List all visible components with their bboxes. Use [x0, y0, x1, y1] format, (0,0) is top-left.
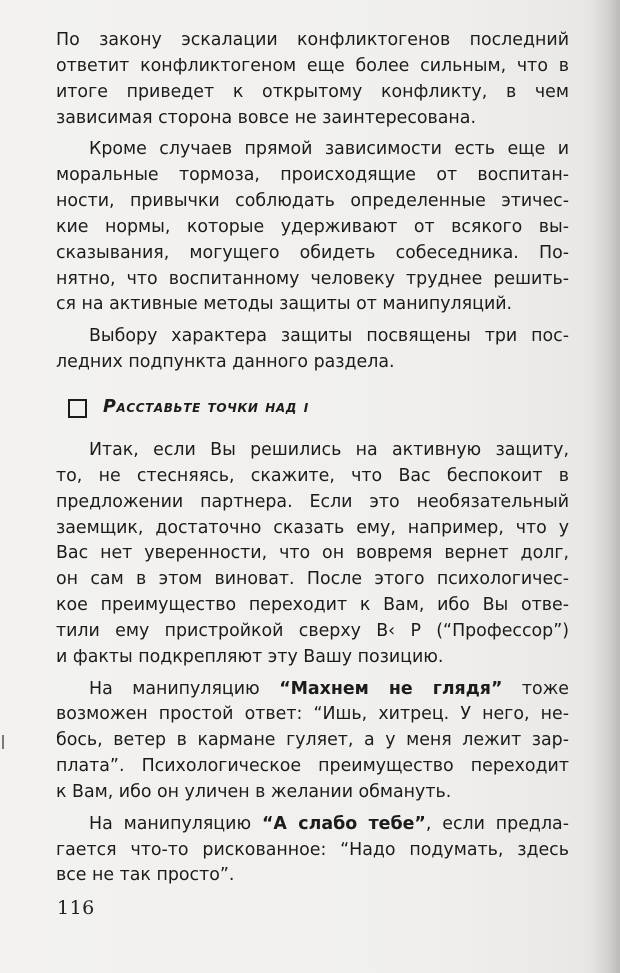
text-line: зависимая сторона вовсе не заинтересована. — [56, 107, 476, 128]
text-line: моральные тормоза, происходящие от воспитан- — [56, 165, 569, 186]
text-line: ледних подпункта данного раздела. — [56, 352, 395, 373]
text-line: итоге приведет к открытому конфликту, в чем — [56, 81, 569, 102]
text-line: гается что-то рискованное: “Надо подумать, здесь — [56, 839, 569, 860]
text-line: ответит конфликтогеном еще более сильным, что в — [56, 55, 569, 76]
text-line: ности, привычки соблюдать определенные этичес- — [56, 191, 569, 212]
page-number: 116 — [57, 897, 95, 919]
text-line: Выбору характера защиты посвящены три пос- — [89, 326, 569, 347]
text-line: плата”. Психологическое преимущество переходит — [56, 756, 569, 777]
text-line: ся на активные методы защиты от манипуляций. — [56, 294, 513, 315]
text-line: кое преимущество переходит к Вам, ибо Вы отве- — [56, 595, 569, 616]
text-line: заемщик, достаточно сказать ему, например, что у — [56, 517, 569, 538]
text-line: то, не стесняясь, скажите, что Вас беспокоит в — [56, 465, 569, 486]
text-line — [56, 812, 569, 838]
paragraph-4 — [56, 438, 569, 671]
paragraph-2 — [56, 137, 569, 318]
text-line: кие нормы, которые удерживают от всякого вы- — [56, 216, 569, 237]
text-line: По закону эскалации конфликтогенов последний — [56, 30, 569, 50]
manipulation-term: “Махнем не глядя” — [279, 678, 503, 699]
margin-mark — [2, 735, 4, 749]
text-line: сказывания, могущего обидеть собеседника. По- — [56, 242, 569, 263]
text-line: Вас нет уверенности, что он вовремя вернет долг, — [56, 543, 569, 564]
text-line: он сам в этом виноват. После этого психологичес- — [56, 569, 569, 590]
text-line: все не так просто”. — [56, 865, 235, 886]
section-heading-text: Расставьте точки над i — [103, 397, 309, 418]
paragraph-3 — [56, 324, 569, 376]
section-heading — [34, 388, 569, 428]
text-line: бось, ветер в кармане гуляет, а у меня лежит зар- — [56, 730, 569, 751]
text-line: и факты подкрепляют эту Вашу позицию. — [56, 646, 444, 667]
checkbox-icon — [68, 399, 87, 418]
page-text — [56, 28, 569, 889]
text-run: тоже — [502, 678, 569, 699]
text-line: к Вам, ибо он уличен в желании обмануть. — [56, 781, 452, 802]
paragraph-6 — [56, 812, 569, 890]
text-line: Кроме случаев прямой зависимости есть еще и — [89, 139, 569, 160]
text-line: Итак, если Вы решились на активную защиту, — [89, 439, 569, 460]
manipulation-term: “А слабо тебе” — [261, 813, 426, 834]
paragraph-1 — [56, 28, 569, 131]
text-run: , если предла- — [425, 813, 569, 834]
text-run: На манипуляцию — [89, 813, 262, 834]
paragraph-5 — [56, 677, 569, 806]
text-line: возможен простой ответ: “Ишь, хитрец. У него, не- — [56, 704, 569, 725]
text-line: тили ему пристройкой сверху В‹ Р (“Профессор”) — [56, 620, 569, 641]
text-line: нятно, что воспитанному человеку труднее решить- — [56, 268, 569, 289]
text-line: предложении партнера. Если это необязательный — [56, 491, 569, 512]
spine-shadow — [592, 0, 620, 973]
text-run: На манипуляцию — [89, 678, 280, 699]
text-line — [56, 677, 569, 703]
